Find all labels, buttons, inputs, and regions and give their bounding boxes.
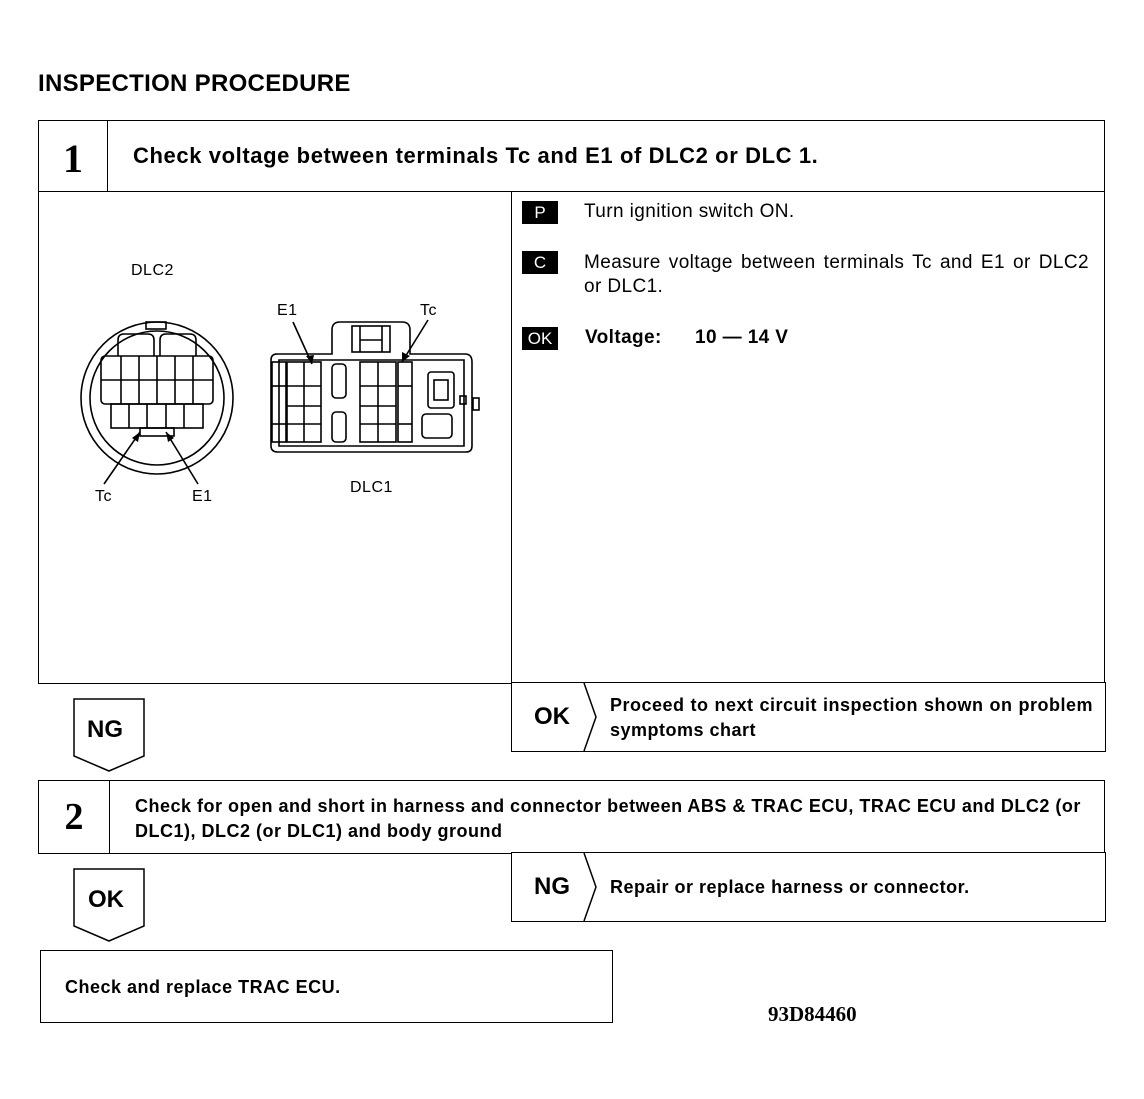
step2-ng-chevron <box>582 853 600 921</box>
step2-header <box>38 780 1105 854</box>
dlc1-tc-label: Tc <box>420 302 437 319</box>
step2-number: 2 <box>64 796 84 838</box>
step2-ng-text: Repair or replace harness or connector. <box>610 877 970 897</box>
dlc1-label: DLC1 <box>350 479 393 496</box>
step1-ng-label: NG <box>87 716 123 743</box>
step1-number: 1 <box>63 136 83 181</box>
tag-p: P <box>522 201 558 224</box>
dlc1-e1-label: E1 <box>277 302 298 319</box>
dlc2-e1-label: E1 <box>192 488 213 505</box>
step2-ng-label: NG <box>534 873 570 900</box>
step1-ok-text: Proceed to next circuit inspection shown on problem symptoms chart <box>610 695 1093 740</box>
dlc2-tc-label: Tc <box>95 488 112 505</box>
instruction-c-text: Measure voltage between terminals Tc and E1 or DLC2 or DLC1. <box>584 252 1089 297</box>
figure-code: 93D84460 <box>768 1002 857 1026</box>
step2-title: Check for open and short in harness and connector between ABS & TRAC ECU, TRAC ECU and DLC2 (or DLC1), DLC2 (or DLC1) and body ground <box>135 796 1081 841</box>
step1-ok-result <box>511 682 1106 752</box>
dlc2-label: DLC2 <box>131 262 174 279</box>
tag-c: C <box>522 251 558 274</box>
step2-number-divider <box>109 781 110 853</box>
voltage-value: 10 — 14 V <box>695 327 789 348</box>
voltage-label: Voltage: <box>585 327 662 348</box>
step2-ng-result <box>511 852 1106 922</box>
step1-ok-label: OK <box>534 703 570 730</box>
final-action-box <box>40 950 613 1023</box>
page-heading: INSPECTION PROCEDURE <box>38 70 351 97</box>
step2-ok-label: OK <box>88 886 124 913</box>
final-action-text: Check and replace TRAC ECU. <box>65 977 341 997</box>
step1-ok-chevron <box>582 683 600 751</box>
instruction-p-text: Turn ignition switch ON. <box>584 201 795 222</box>
step1-title: Check voltage between terminals Tc and E1 of DLC2 or DLC 1. <box>133 143 819 168</box>
tag-ok: OK <box>522 327 558 350</box>
